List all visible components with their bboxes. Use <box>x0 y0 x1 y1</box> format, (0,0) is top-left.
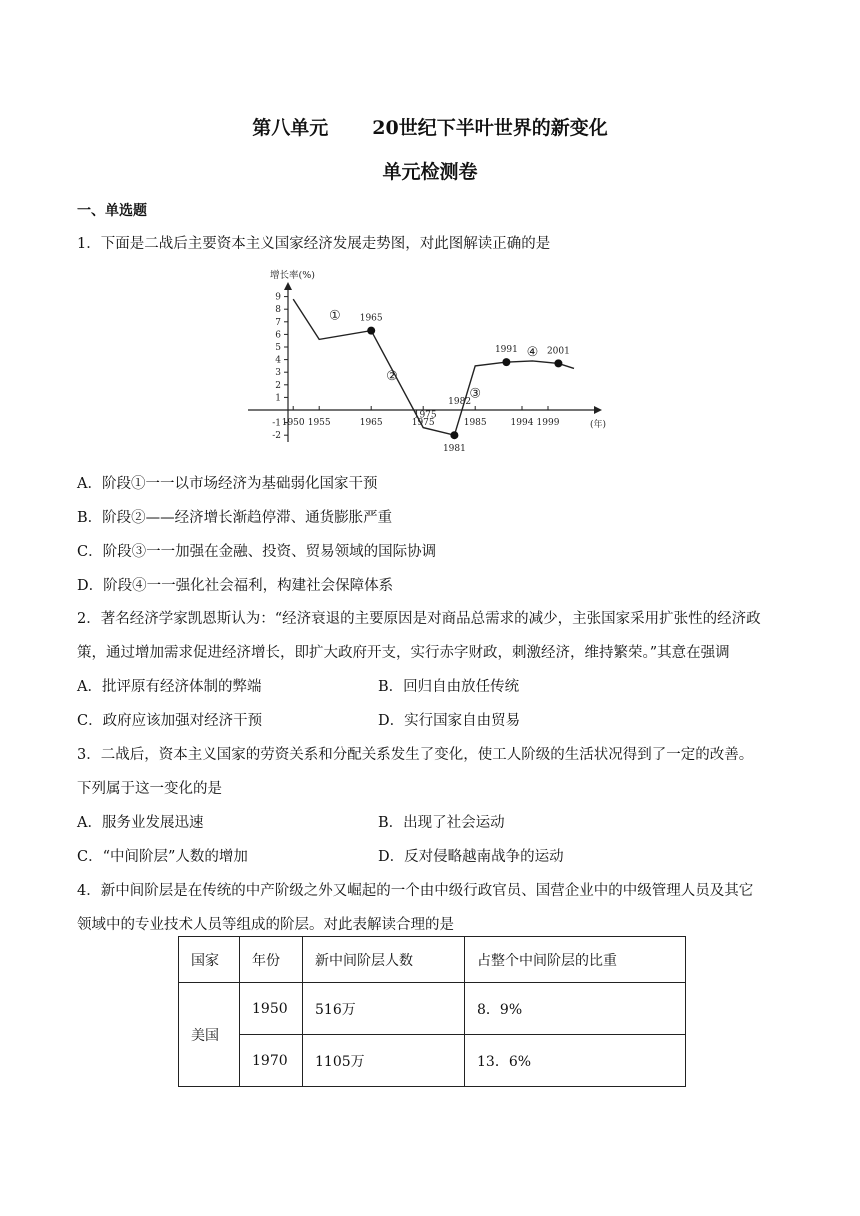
question-2-stem-line-1: 2．著名经济学家凯恩斯认为：“经济衰退的主要原因是对商品总需求的减少，主张国家采用扩张性的经济政 <box>77 611 761 627</box>
point-label-1975: 1975 <box>413 410 437 421</box>
y-tick-label: 3 <box>275 368 281 379</box>
question-3-option-c[interactable]: C．“中间阶层”人数的增加 <box>77 849 248 865</box>
question-4-stem-line-1: 4．新中间阶层是在传统的中产阶级之外又崛起的一个由中级行政官员、国营企业中的中级管理人员及其它 <box>77 883 754 899</box>
header-country: 国家 <box>179 937 240 983</box>
question-2-option-c[interactable]: C．政府应该加强对经济干预 <box>77 713 263 729</box>
x-tick-label: 1975 <box>411 418 435 428</box>
data-point-1981 <box>450 431 458 439</box>
year-cell: 1950 <box>240 983 303 1035</box>
count-cell: 1105万 <box>303 1035 465 1087</box>
header-count: 新中间阶层人数 <box>303 937 465 983</box>
x-tick-label: 1950 <box>281 418 305 428</box>
y-axis-label: 增长率(%) <box>270 270 315 281</box>
question-2-option-a[interactable]: A．批评原有经济体制的弊端 <box>77 679 262 695</box>
ratio-cell: 8．9% <box>465 983 686 1035</box>
x-axis-unit: (年) <box>590 420 607 430</box>
question-4-stem-line-2: 领域中的专业技术人员等组成的阶层。对此表解读合理的是 <box>77 917 454 933</box>
ratio-cell: 13．6% <box>465 1035 686 1087</box>
y-tick-label: 4 <box>275 355 281 366</box>
y-tick-label: 6 <box>275 330 281 341</box>
data-point-1991 <box>502 358 510 366</box>
unit-topic: 20世纪下半叶世界的新变化 <box>372 117 608 139</box>
question-3-option-b[interactable]: B．出现了社会运动 <box>378 815 505 831</box>
question-3-option-a[interactable]: A．服务业发展迅速 <box>77 815 204 831</box>
exam-subtitle: 单元检测卷 <box>382 161 478 183</box>
question-2-option-b[interactable]: B．回归自由放任传统 <box>378 679 520 695</box>
point-label-1981: 1981 <box>442 444 466 455</box>
stage-label-3: ③ <box>469 386 482 402</box>
point-label-1991: 1991 <box>494 345 518 356</box>
question-2-option-d[interactable]: D．实行国家自由贸易 <box>378 713 521 729</box>
question-3-stem-line-1: 3．二战后，资本主义国家的劳资关系和分配关系发生了变化，使工人阶级的生活状况得到了一定的改善。 <box>77 747 754 763</box>
section-heading: 一、单选题 <box>77 203 147 219</box>
country-cell: 美国 <box>179 983 240 1087</box>
data-point-2001 <box>554 359 562 367</box>
y-axis-arrow <box>284 282 292 290</box>
question-3-option-d[interactable]: D．反对侵略越南战争的运动 <box>378 849 564 865</box>
y-tick-label: 7 <box>275 317 281 328</box>
y-tick-label: 9 <box>275 292 281 303</box>
y-tick-label: -1 <box>272 418 281 429</box>
question-1-option-d[interactable]: D．阶段④一一强化社会福利，构建社会保障体系 <box>77 578 394 594</box>
question-1-option-a[interactable]: A．阶段①一一以市场经济为基础弱化国家干预 <box>77 476 378 492</box>
y-tick-label: 5 <box>275 343 281 353</box>
growth-rate-chart <box>244 264 614 456</box>
y-tick-label: 2 <box>275 380 281 391</box>
table-row <box>179 1035 686 1087</box>
stage-label-2: ② <box>386 368 398 384</box>
x-axis-arrow <box>594 406 602 414</box>
y-tick-label: 1 <box>275 393 281 404</box>
y-tick-label: -2 <box>272 431 281 442</box>
y-tick-label: 8 <box>275 305 281 316</box>
table-row <box>179 983 686 1035</box>
unit-number: 第八单元 <box>252 117 329 139</box>
question-1-option-b[interactable]: B．阶段②——经济增长渐趋停滞、通货膨胀严重 <box>77 510 393 526</box>
header-ratio: 占整个中间阶层的比重 <box>465 937 686 983</box>
x-tick-label: 1965 <box>359 418 383 428</box>
year-cell: 1970 <box>240 1035 303 1087</box>
header-year: 年份 <box>240 937 303 983</box>
count-cell: 516万 <box>303 983 465 1035</box>
stage-label-4: ④ <box>526 344 539 360</box>
data-point-1965 <box>367 327 375 335</box>
unit-title <box>0 113 860 140</box>
table-header-row <box>179 937 686 983</box>
x-tick-label: 1982 <box>448 397 472 407</box>
question-2-stem-line-2: 策，通过增加需求促进经济增长，即扩大政府开支，实行赤字财政，刺激经济，维持繁荣。”其意在强调 <box>77 645 730 661</box>
question-3-stem-line-2: 下列属于这一变化的是 <box>77 781 222 797</box>
question-1-stem: 1．下面是二战后主要资本主义国家经济发展走势图，对此图解读正确的是 <box>77 236 551 252</box>
question-1-option-c[interactable]: C．阶段③一一加强在金融、投资、贸易领域的国际协调 <box>77 544 437 560</box>
stage-label-1: ① <box>328 308 341 324</box>
x-tick-label: 1955 <box>307 418 331 428</box>
middle-class-table <box>178 936 686 1087</box>
x-tick-label: 1999 <box>536 418 560 428</box>
point-label-2001: 2001 <box>546 346 570 357</box>
x-tick-label: 1985 <box>463 418 487 428</box>
x-tick-label: 1994 <box>510 418 534 428</box>
point-label-1965: 1965 <box>359 313 383 324</box>
